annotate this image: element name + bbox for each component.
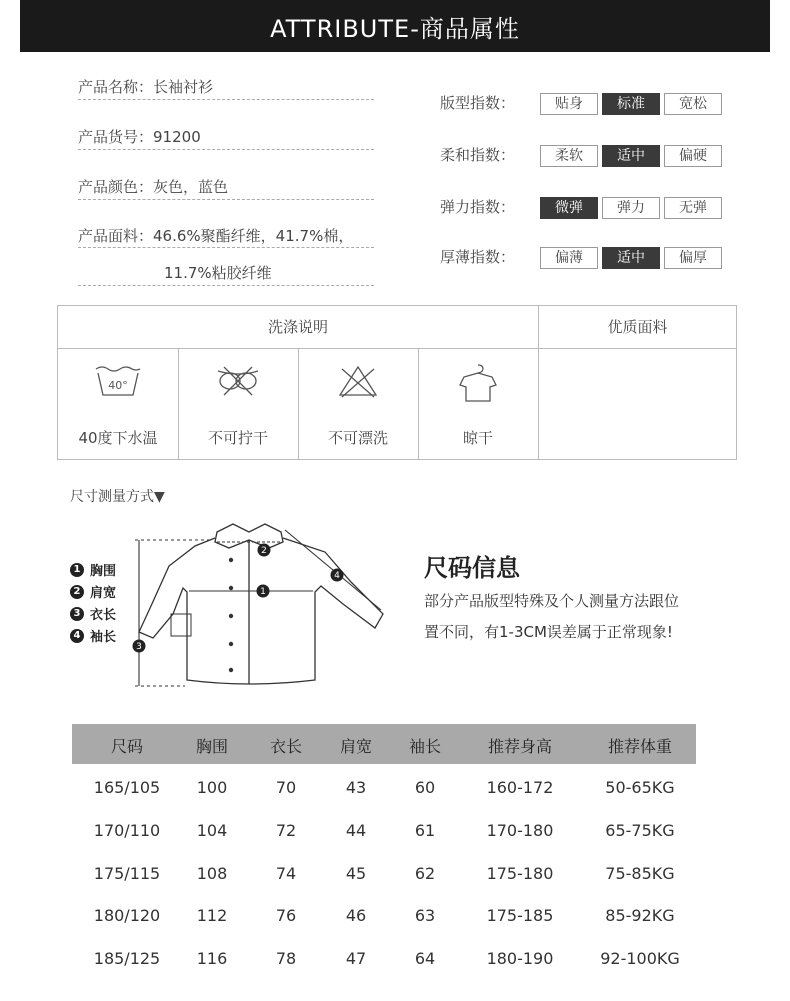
legend-item: [70, 626, 116, 645]
wash-care-title: 洗涤说明: [58, 306, 538, 349]
table-cell: 180/120: [93, 906, 161, 925]
divider: [78, 149, 374, 150]
marker-chest: 1: [260, 587, 266, 597]
hang-dry-icon: [454, 363, 502, 403]
table-cell: 92-100KG: [600, 949, 680, 968]
table-header-cell: 胸围: [195, 737, 228, 756]
table-cell: 50-65KG: [605, 778, 675, 797]
product-fabric-label: 产品面料：: [78, 227, 154, 245]
wash-item: [298, 349, 418, 459]
no-wring-icon: [214, 363, 262, 399]
index-option: 适中: [602, 145, 660, 167]
table-cell: 74: [275, 864, 297, 883]
marker-sleeve: 4: [334, 571, 340, 581]
legend-label: 衣长: [90, 608, 117, 623]
divider: [78, 199, 374, 200]
product-code-row: [78, 126, 201, 147]
table-cell: 72: [275, 821, 297, 840]
table-cell: 44: [345, 821, 367, 840]
legend-label: 肩宽: [90, 586, 117, 601]
table-cell: 64: [414, 949, 436, 968]
wash-item: [58, 349, 178, 459]
index-option: 弹力: [602, 197, 660, 219]
index-label: 版型指数：: [440, 94, 516, 112]
header-title: ATTRIBUTE-商品属性: [270, 14, 520, 43]
index-option: 微弹: [540, 197, 598, 219]
size-info-title: 尺码信息: [424, 554, 520, 582]
table-cell: 170/110: [93, 821, 161, 840]
table-cell: 46: [345, 906, 367, 925]
table-cell: 160-172: [486, 778, 554, 797]
wash-item-label: 不可漂洗: [327, 429, 388, 447]
legend-label: 袖长: [90, 630, 117, 645]
table-cell: 70: [275, 778, 297, 797]
index-option: 偏薄: [540, 247, 598, 269]
table-cell: 185/125: [93, 949, 161, 968]
wash-40-icon: [94, 363, 142, 399]
table-header-cell: 衣长: [269, 737, 302, 756]
table-cell: 175-185: [486, 906, 554, 925]
table-cell: 63: [414, 906, 436, 925]
wash-item-label: 晾干: [462, 429, 493, 447]
wash-item-label: 不可拧干: [207, 429, 268, 447]
product-fabric-row: [78, 225, 353, 246]
table-cell: 47: [345, 949, 367, 968]
table-header-cell: 推荐身高: [487, 737, 552, 756]
table-cell: 175-180: [486, 864, 554, 883]
wash-item: [418, 349, 538, 459]
legend-item: [70, 560, 116, 579]
index-option: 偏硬: [664, 145, 722, 167]
table-cell: 62: [414, 864, 436, 883]
divider: [78, 247, 374, 248]
marker-shoulder: 2: [261, 546, 267, 556]
legend-number: 4: [70, 629, 84, 643]
table-cell: 45: [345, 864, 367, 883]
divider: [78, 99, 374, 100]
page-header: [20, 0, 770, 52]
legend-number: 2: [70, 585, 84, 599]
shirt-diagram: [125, 520, 390, 692]
table-cell: 43: [345, 778, 367, 797]
size-info-line-1: 部分产品版型特殊及个人测量方法跟位: [424, 592, 680, 610]
table-header-cell: 尺码: [110, 737, 143, 756]
wash-item-label: 40度下水温: [78, 429, 158, 447]
product-color-row: [78, 176, 228, 197]
index-option: 偏厚: [664, 247, 722, 269]
table-cell: 175/115: [93, 864, 161, 883]
wash-care-table: [57, 305, 737, 460]
table-cell: 85-92KG: [605, 906, 675, 925]
legend-label: 胸围: [90, 564, 117, 579]
table-cell: 180-190: [486, 949, 554, 968]
product-fabric-value-2: 11.7%粘胶纤维: [164, 264, 272, 282]
index-option: 无弹: [664, 197, 722, 219]
table-cell: 60: [414, 778, 436, 797]
legend-item: [70, 582, 116, 601]
table-cell: 108: [196, 864, 228, 883]
table-cell: 165/105: [93, 778, 161, 797]
table-cell: 112: [196, 906, 228, 925]
table-cell: 76: [275, 906, 297, 925]
wash-temp: 40°: [108, 379, 128, 392]
index-option: 宽松: [664, 93, 722, 115]
no-bleach-icon: [334, 363, 382, 399]
measure-title: 尺寸测量方式▼: [70, 489, 165, 505]
table-header-cell: 推荐体重: [607, 737, 672, 756]
index-option: 贴身: [540, 93, 598, 115]
product-fabric-value: 46.6%聚酯纤维，41.7%棉，: [153, 227, 354, 245]
table-header-cell: 肩宽: [339, 737, 372, 756]
table-cell: 65-75KG: [605, 821, 675, 840]
table-cell: 116: [196, 949, 228, 968]
index-label: 厚薄指数：: [440, 248, 516, 266]
table-cell: 75-85KG: [605, 864, 675, 883]
index-label: 弹力指数：: [440, 198, 516, 216]
legend-item: [70, 604, 116, 623]
fabric-quality-title: 优质面料: [539, 306, 736, 349]
divider: [78, 285, 374, 286]
table-cell: 170-180: [486, 821, 554, 840]
table-cell: 61: [414, 821, 436, 840]
table-cell: 104: [196, 821, 228, 840]
index-label: 柔和指数：: [440, 146, 516, 164]
product-code-label: 产品货号：: [78, 128, 154, 146]
table-header-cell: 袖长: [408, 737, 441, 756]
size-info-line-2: 置不同，有1-3CM误差属于正常现象!: [424, 623, 673, 641]
index-option: 适中: [602, 247, 660, 269]
wash-item: [178, 349, 298, 459]
product-fabric-row-2: [164, 262, 272, 283]
product-name-value: 长袖衬衫: [153, 78, 214, 96]
table-cell: 100: [196, 778, 228, 797]
index-option: 柔软: [540, 145, 598, 167]
index-option: 标准: [602, 93, 660, 115]
product-color-label: 产品颜色：: [78, 178, 154, 196]
product-name-row: [78, 76, 213, 97]
marker-length: 3: [136, 642, 142, 652]
product-name-label: 产品名称：: [78, 78, 154, 96]
legend-number: 3: [70, 607, 84, 621]
product-code-value: 91200: [153, 128, 201, 146]
divider: [538, 306, 539, 459]
table-cell: 78: [275, 949, 297, 968]
product-color-value: 灰色，蓝色: [153, 178, 229, 196]
legend-number: 1: [70, 563, 84, 577]
